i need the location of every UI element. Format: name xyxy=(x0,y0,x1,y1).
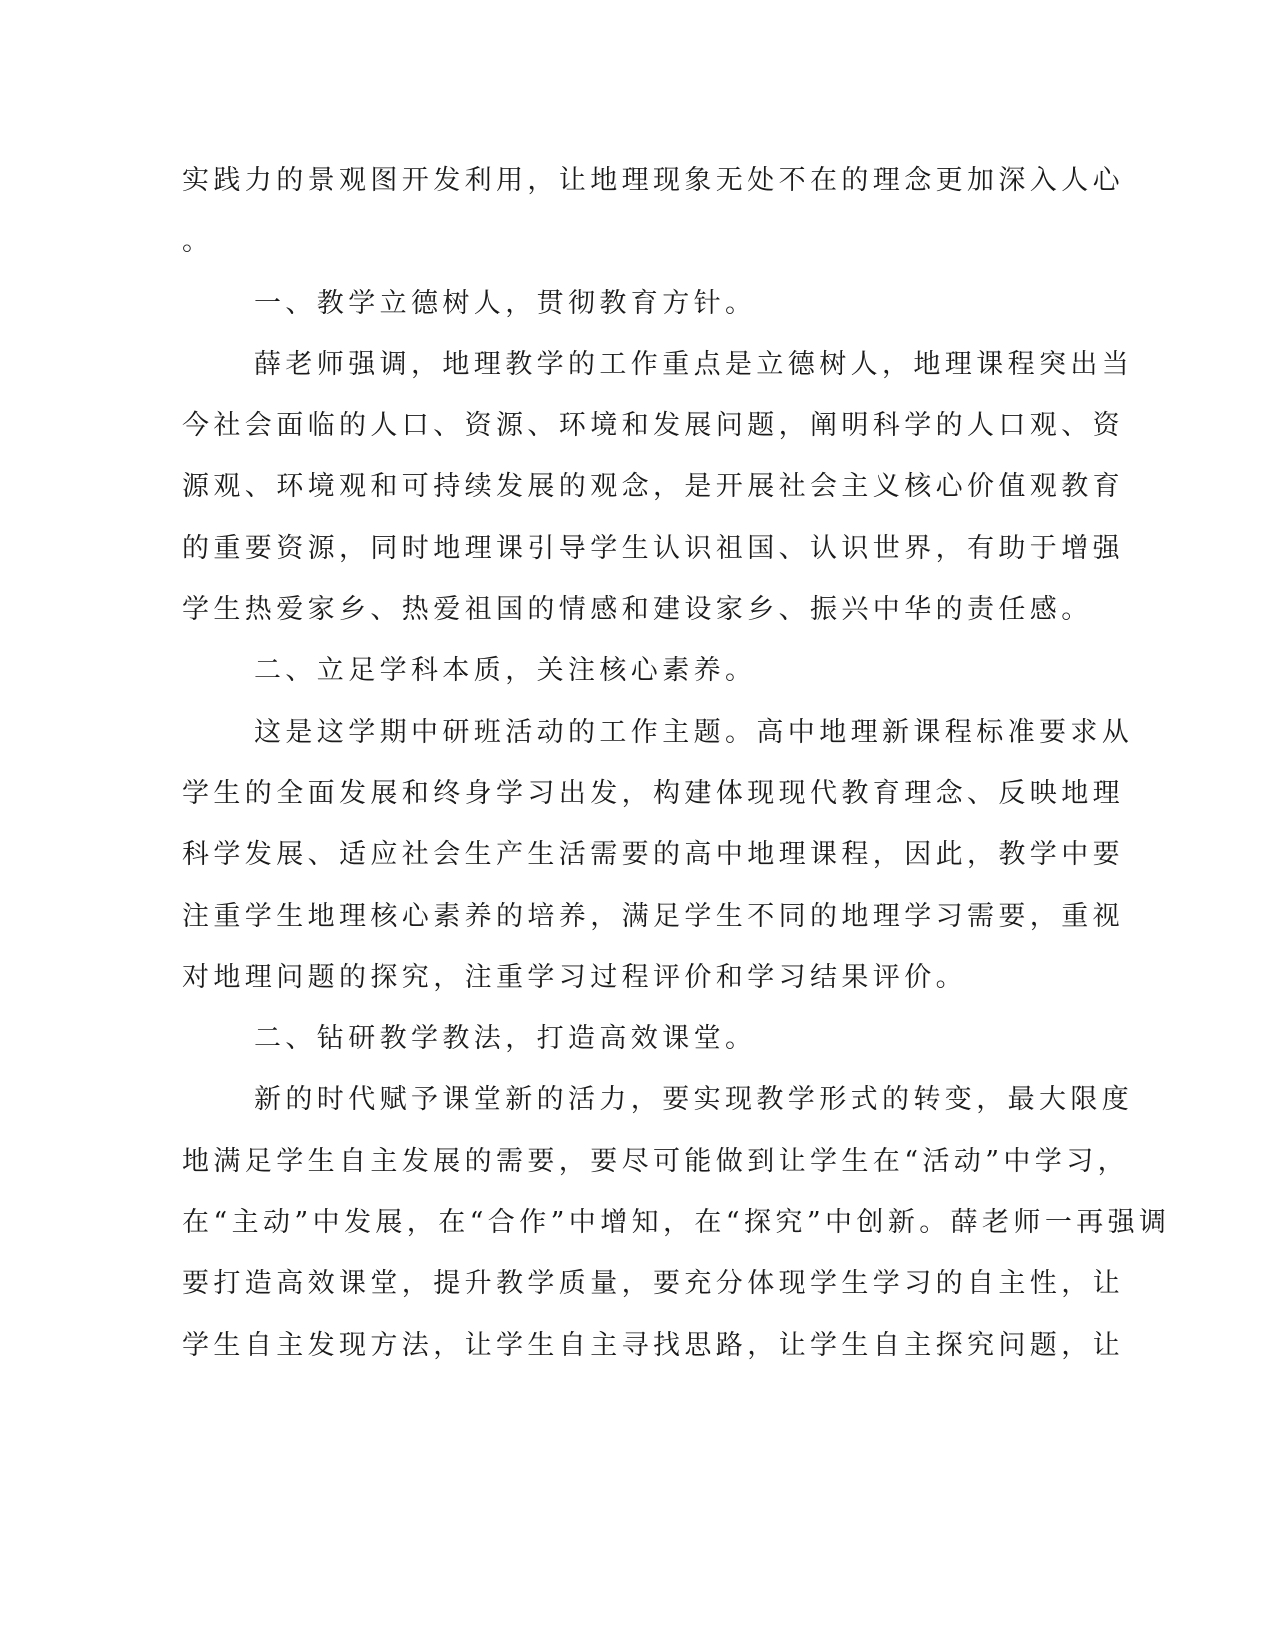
section-heading: 一、教学立德树人，贯彻教育方针。 xyxy=(254,287,757,319)
text-line: 学生热爱家乡、热爱祖国的情感和建设家乡、振兴中华的责任感。 xyxy=(182,594,1093,626)
text-line: 。 xyxy=(182,226,214,258)
text-line: 薛老师强调，地理教学的工作重点是立德树人，地理课程突出当 xyxy=(254,348,1134,380)
text-line: 注重学生地理核心素养的培养，满足学生不同的地理学习需要，重视 xyxy=(182,900,1124,932)
text-line: 新的时代赋予课堂新的活力，要实现教学形式的转变，最大限度 xyxy=(254,1084,1134,1116)
text-line: 要打造高效课堂，提升教学质量，要充分体现学生学习的自主性，让 xyxy=(182,1268,1124,1300)
section-heading: 二、钻研教学教法，打造高效课堂。 xyxy=(254,1023,757,1055)
text-line: 实践力的景观图开发利用，让地理现象无处不在的理念更加深入人心 xyxy=(182,165,1124,196)
text-line: 在“主动”中发展，在“合作”中增知，在“探究”中创新。薛老师一再强调 xyxy=(182,1207,1171,1239)
text-line: 今社会面临的人口、资源、环境和发展问题，阐明科学的人口观、资 xyxy=(182,410,1124,442)
text-line: 科学发展、适应社会生产生活需要的高中地理课程，因此，教学中要 xyxy=(182,839,1124,871)
text-line: 学生的全面发展和终身学习出发，构建体现现代教育理念、反映地理 xyxy=(182,777,1124,809)
text-line: 源观、环境观和可持续发展的观念，是开展社会主义核心价值观教育 xyxy=(182,471,1124,503)
text-line: 的重要资源，同时地理课引导学生认识祖国、认识世界，有助于增强 xyxy=(182,532,1124,564)
section-heading: 二、立足学科本质，关注核心素养。 xyxy=(254,655,757,687)
text-line: 这是这学期中研班活动的工作主题。高中地理新课程标准要求从 xyxy=(254,716,1134,748)
text-line: 对地理问题的探究，注重学习过程评价和学习结果评价。 xyxy=(182,961,967,993)
text-line: 学生自主发现方法，让学生自主寻找思路，让学生自主探究问题，让 xyxy=(182,1329,1124,1361)
text-line: 地满足学生自主发展的需要，要尽可能做到让学生在“活动”中学习， xyxy=(182,1145,1130,1177)
body-text xyxy=(182,150,1171,1376)
